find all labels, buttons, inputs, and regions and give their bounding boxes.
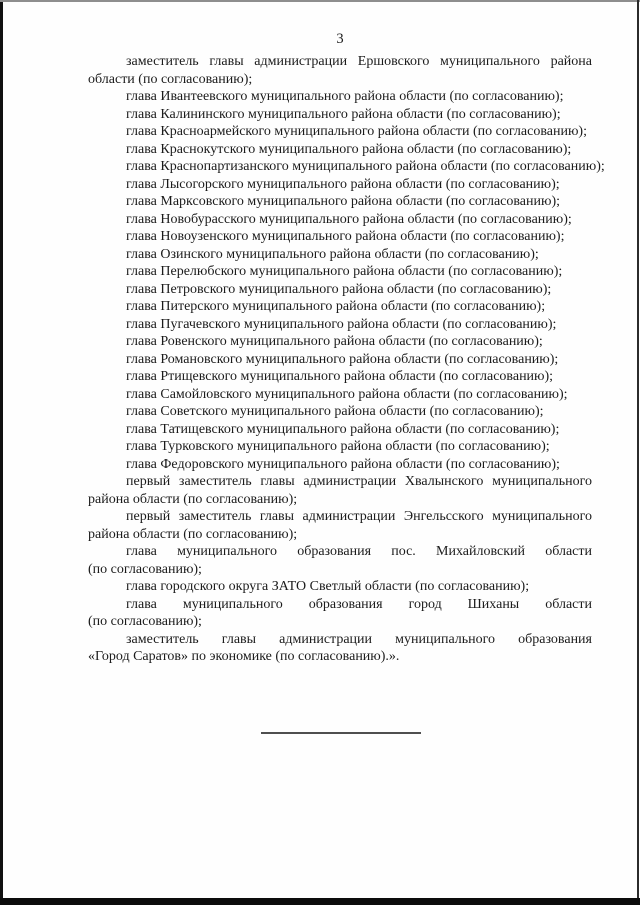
document-line: района области (по согласованию); [88, 526, 298, 542]
scan-edge-top [0, 0, 640, 2]
document-line: глава Ртищевского муниципального района области (по согласованию); [126, 369, 554, 384]
scan-edge-bottom [0, 898, 640, 905]
document-line: глава Пугачевского муниципального района области (по согласованию); [126, 316, 557, 332]
document-line: района области (по согласованию); [88, 491, 298, 507]
document-line: глава Федоровского муниципального района области (по согласованию); [126, 456, 560, 472]
document-line: глава Татищевского муниципального района области (по согласованию); [126, 421, 560, 437]
document-line: первый заместитель главы администрации Хвалынского муниципального [126, 474, 592, 489]
document-line: глава Калининского муниципального района области (по согласованию); [126, 106, 561, 122]
document-line: глава Перелюбского муниципального района области (по согласованию); [126, 264, 563, 279]
document-line: глава Петровского муниципального района области (по согласованию); [126, 281, 552, 297]
document-line: глава Марксовского муниципального района области (по согласованию); [126, 194, 560, 209]
document-line: (по согласованию); [88, 614, 202, 629]
document-line: глава Краснокутского муниципального района области (по согласованию); [126, 141, 572, 157]
document-line: глава Питерского муниципального района области (по согласованию); [126, 299, 546, 314]
scan-edge-left [0, 0, 3, 905]
document-line: глава муниципального образования пос. Михайловский области [126, 544, 592, 559]
document-line: глава городского округа ЗАТО Светлый области (по согласованию); [126, 579, 530, 594]
document-line: области (по согласованию); [88, 71, 253, 87]
document-line: глава Турковского муниципального района области (по согласованию); [126, 439, 550, 454]
document-line: глава Ивантеевского муниципального района области (по согласованию); [126, 89, 564, 104]
page-number: 3 [336, 31, 344, 47]
document-line: глава Новобурасского муниципального района области (по согласованию); [126, 211, 572, 227]
document-line: глава Ровенского муниципального района области (по согласованию); [126, 334, 543, 349]
document-line: глава Красноармейского муниципального района области (по согласованию); [126, 124, 587, 139]
document-line: первый заместитель главы администрации Энгельсского муниципального [126, 509, 592, 524]
document-line: «Город Саратов» по экономике (по согласованию).». [88, 649, 400, 664]
document-line: глава Романовского муниципального района области (по согласованию); [126, 351, 559, 367]
document-line: глава Советского муниципального района области (по согласованию); [126, 404, 544, 419]
document-line: глава Озинского муниципального района области (по согласованию); [126, 246, 539, 262]
document-line: глава Самойловского муниципального района области (по согласованию); [126, 386, 568, 402]
document-line: заместитель главы администрации Ершовского муниципального района [126, 54, 592, 69]
signature-divider-line [261, 732, 421, 734]
document-line: (по согласованию); [88, 561, 202, 577]
document-line: глава Новоузенского муниципального района области (по согласованию); [126, 229, 565, 244]
document-line: заместитель главы администрации муниципального образования [126, 631, 592, 647]
scan-edge-right [637, 0, 639, 905]
document-line: глава Краснопартизанского муниципального района области (по согласованию); [126, 159, 605, 174]
document-body [88, 53, 605, 666]
document-line: глава Лысогорского муниципального района области (по согласованию); [126, 176, 560, 192]
document-line: глава муниципального образования город Шиханы области [126, 596, 592, 612]
